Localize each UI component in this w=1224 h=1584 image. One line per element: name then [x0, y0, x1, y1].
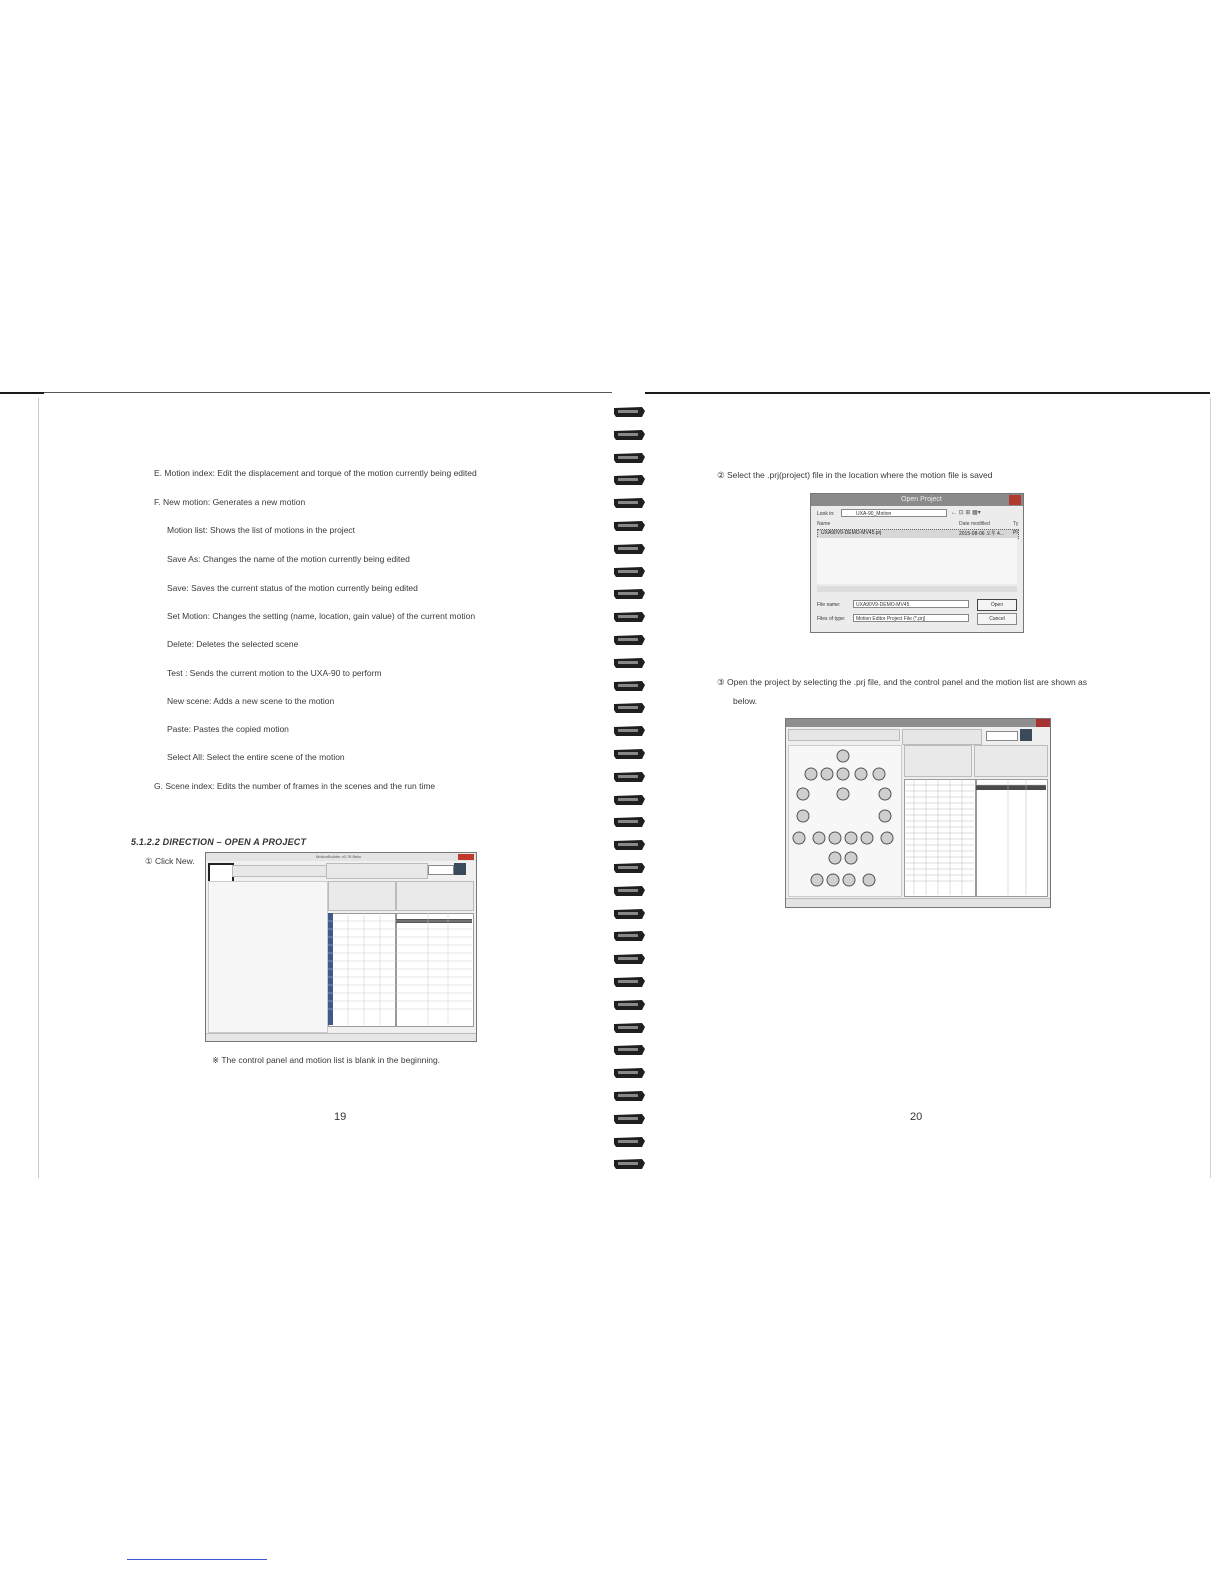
nav-icons: ← ⊡ ⊞ ▦▾ [951, 510, 981, 516]
file-name-input[interactable]: UXA90V9-DEMO-MV45 [853, 600, 969, 608]
files-of-type-select[interactable]: Motion Editor Project File (*.prj) [853, 614, 969, 622]
toolbar [788, 729, 900, 741]
new-button-highlight [208, 863, 234, 883]
open-button[interactable]: Open [977, 599, 1017, 611]
file-list-area [817, 538, 1017, 584]
item-set-motion: Set Motion: Changes the setting (name, location, gain value) of the current motion [167, 611, 476, 621]
binding-coil [612, 770, 648, 784]
binding-coil [612, 1157, 648, 1171]
binding-coil [612, 929, 648, 943]
motion-buttons-panel [974, 745, 1048, 777]
item-select-all: Select All: Select the entire scene of the motion [167, 752, 345, 762]
motion-index-panel [904, 745, 972, 777]
look-in-select[interactable]: UXA-90_Motion [841, 509, 947, 517]
binding-coil [612, 587, 648, 601]
binding-coil [612, 633, 648, 647]
item-motion-list: Motion list: Shows the list of motions in the project [167, 525, 356, 535]
file-name: UXA90V9-DEMO-MV45.prj [821, 530, 882, 536]
binding-coil [612, 815, 648, 829]
binding-coil [612, 428, 648, 442]
binding-coil [612, 473, 648, 487]
item-g: G. Scene index: Edits the number of frames in the scenes and the run time [154, 781, 436, 791]
binding-coil [612, 656, 648, 670]
title-bar [786, 719, 1050, 727]
files-of-type-label: Files of type: [817, 616, 846, 622]
col-name: Name [817, 521, 831, 527]
loaded-project-screenshot [785, 718, 1051, 908]
binding-coil [612, 1066, 648, 1080]
left-page-edge [0, 392, 44, 394]
motion-buttons-panel [396, 881, 474, 911]
binding-coil [612, 907, 648, 921]
binding-coil [612, 793, 648, 807]
toolbar [232, 865, 328, 877]
motion-builder-screenshot [205, 852, 477, 1042]
comport-panel [326, 863, 428, 879]
item-delete: Delete: Deletes the selected scene [167, 639, 299, 649]
close-icon [1036, 719, 1050, 727]
step-3-line-2: below. [733, 696, 758, 706]
dialog-title: Open Project [901, 496, 942, 503]
binding-coil [612, 838, 648, 852]
item-test: Test : Sends the current motion to the UXA-90 to perform [167, 668, 382, 678]
right-page-top-line [645, 392, 1210, 394]
look-in-label: Look in: [817, 511, 835, 517]
binding-coil [612, 1021, 648, 1035]
status-bar [206, 1033, 476, 1041]
close-icon [458, 854, 474, 860]
col-type: Ty [1013, 521, 1019, 527]
binding-coil [612, 952, 648, 966]
grid-lines [904, 779, 1046, 895]
binding-coil [612, 496, 648, 510]
col-date: Date modified [959, 521, 990, 527]
binding-coil [612, 998, 648, 1012]
spiral-binding [612, 405, 648, 1180]
servo-knobs [789, 746, 901, 896]
horizontal-scrollbar[interactable] [817, 586, 1017, 592]
status-bar [786, 898, 1050, 907]
binding-coil [612, 679, 648, 693]
binding-coil [612, 405, 648, 419]
step-1: ① Click New. [145, 856, 195, 866]
file-type: PI [1013, 530, 1018, 536]
right-margin-shadow [1210, 398, 1211, 1178]
motion-combo [986, 731, 1018, 741]
grid-lines [328, 913, 472, 1025]
page-number-right: 20 [910, 1111, 923, 1123]
file-name-label: File name: [817, 602, 841, 608]
left-margin-shadow [38, 398, 39, 1178]
step-3-line-1: ③ Open the project by selecting the .prj file, and the control panel and the motion list are shown as [717, 677, 1088, 687]
motion-combo [428, 865, 454, 875]
comport-panel [902, 729, 982, 745]
bottom-rule [127, 1559, 267, 1560]
binding-coil [612, 861, 648, 875]
run-icon [1020, 729, 1032, 741]
note: ※ The control panel and motion list is blank in the beginning. [212, 1055, 441, 1065]
item-e: E. Motion index: Edit the displacement and torque of the motion currently being edited [154, 468, 477, 478]
motion-index-panel [328, 881, 396, 911]
file-date: 2015-08-06 오후 4... [959, 531, 1004, 537]
section-heading: 5.1.2.2 DIRECTION – OPEN A PROJECT [131, 837, 307, 847]
item-save: Save: Saves the current status of the motion currently being edited [167, 583, 418, 593]
left-page-top-line [44, 392, 612, 393]
item-f: F. New motion: Generates a new motion [154, 497, 306, 507]
cancel-button[interactable]: Cancel [977, 613, 1017, 625]
close-icon [1009, 495, 1021, 505]
binding-coil [612, 565, 648, 579]
binding-coil [612, 1135, 648, 1149]
binding-coil [612, 1043, 648, 1057]
item-new-scene: New scene: Adds a new scene to the motion [167, 696, 335, 706]
control-panel [788, 745, 902, 897]
binding-coil [612, 451, 648, 465]
binding-coil [612, 884, 648, 898]
binding-coil [612, 1089, 648, 1103]
binding-coil [612, 724, 648, 738]
open-project-dialog [810, 493, 1024, 633]
item-paste: Paste: Pastes the copied motion [167, 724, 289, 734]
binding-coil [612, 975, 648, 989]
binding-coil [612, 542, 648, 556]
window-title: MotionBuilder v0.78 Beta [316, 854, 361, 859]
step-2: ② Select the .prj(project) file in the location where the motion file is saved [717, 470, 993, 480]
binding-coil [612, 1112, 648, 1126]
binding-coil [612, 747, 648, 761]
item-save-as: Save As: Changes the name of the motion currently being edited [167, 554, 410, 564]
binding-coil [612, 610, 648, 624]
run-icon [454, 863, 466, 875]
page-number-left: 19 [334, 1111, 347, 1123]
binding-coil [612, 701, 648, 715]
control-panel [208, 881, 328, 1033]
binding-coil [612, 519, 648, 533]
